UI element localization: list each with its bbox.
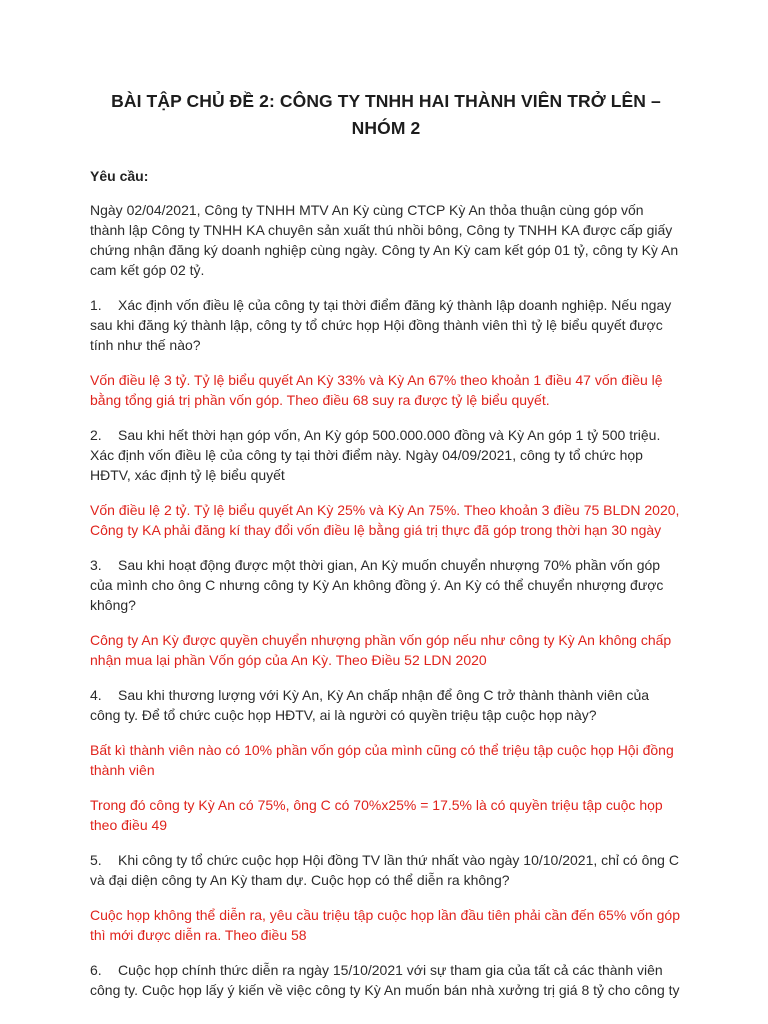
document-title: [90, 88, 682, 142]
answer-2: Vốn điều lệ 2 tỷ. Tỷ lệ biểu quyết An Kỳ 25% và Kỳ An 75%. Theo khoản 3 điều 75 BLDN 2020, Công ty KA phải đăng kí thay đổi vốn điều lệ bằng giá trị thực đã góp trong thời hạn 30 ngày: [90, 502, 680, 538]
question-text: Cuộc họp chính thức diễn ra ngày 15/10/2021 với sự tham gia của tất cả các thành viên công ty. Cuộc họp lấy ý kiến về việc công ty Kỳ An muốn bán nhà xưởng trị giá 8 tỷ cho công ty: [90, 962, 680, 998]
question-text: Sau khi thương lượng với Kỳ An, Kỳ An chấp nhận để ông C trở thành thành viên của công ty. Để tổ chức cuộc họp HĐTV, ai là người có quyền triệu tập cuộc họp này?: [90, 687, 650, 723]
question-number: 1.: [90, 297, 102, 313]
question-4: [90, 685, 682, 725]
question-2: [90, 425, 682, 485]
question-number: 2.: [90, 427, 102, 443]
answer-4b: Trong đó công ty Kỳ An có 75%, ông C có 70%x25% = 17.5% là có quyền triệu tập cuộc họp theo điều 49: [90, 797, 663, 833]
intro-paragraph: Ngày 02/04/2021, Công ty TNHH MTV An Kỳ cùng CTCP Kỳ An thỏa thuận cùng góp vốn thành lập Công ty TNHH KA chuyên sản xuất thú nhồi bông, Công ty TNHH KA được cấp giấy chứng nhận đăng ký doanh nghiệp cùng ngày. Công ty An Kỳ cam kết góp 01 tỷ, công ty Kỳ An cam kết góp 02 tỷ.: [90, 202, 679, 278]
question-number: 3.: [90, 557, 102, 573]
question-number: 6.: [90, 962, 102, 978]
question-5: [90, 850, 682, 890]
question-text: Xác định vốn điều lệ của công ty tại thời điểm đăng ký thành lập doanh nghiệp. Nếu ngay sau khi đăng ký thành lập, công ty tổ chức họp Hội đồng thành viên thì tỷ lệ biểu quyết được tính như thế nào?: [90, 297, 672, 353]
question-text: Khi công ty tổ chức cuộc họp Hội đồng TV lần thứ nhất vào ngày 10/10/2021, chỉ có ông C và đại diện công ty An Kỳ tham dự. Cuộc họp có thể diễn ra không?: [90, 852, 679, 888]
question-number: 4.: [90, 687, 102, 703]
answer-5: Cuộc họp không thể diễn ra, yêu cầu triệu tập cuộc họp lần đầu tiên phải cần đến 65% vốn góp thì mới được diễn ra. Theo điều 58: [90, 907, 680, 943]
question-number: 5.: [90, 852, 102, 868]
answer-1: Vốn điều lệ 3 tỷ. Tỷ lệ biểu quyết An Kỳ 33% và Kỳ An 67% theo khoản 1 điều 47 vốn điều lệ bằng tổng giá trị phần vốn góp. Theo điều 68 suy ra được tỷ lệ biểu quyết.: [90, 372, 663, 408]
title-line-2: NHÓM 2: [351, 118, 421, 138]
question-6: [90, 960, 682, 1000]
question-1: [90, 295, 682, 355]
requirement-label: Yêu cầu:: [90, 168, 149, 184]
answer-3: Công ty An Kỳ được quyền chuyển nhượng phần vốn góp nếu như công ty Kỳ An không chấp nhận mua lại phần Vốn góp của An Kỳ. Theo Điều 52 LDN 2020: [90, 632, 672, 668]
answer-4a: Bất kì thành viên nào có 10% phần vốn góp của mình cũng có thể triệu tập cuộc họp Hội đồng thành viên: [90, 742, 674, 778]
question-text: Sau khi hết thời hạn góp vốn, An Kỳ góp 500.000.000 đồng và Kỳ An góp 1 tỷ 500 triệu. Xác định vốn điều lệ của công ty tại thời điểm này. Ngày 04/09/2021, công ty tổ chức họp HĐTV, xác định tỷ lệ biểu quyết: [90, 427, 661, 483]
question-text: Sau khi hoạt động được một thời gian, An Kỳ muốn chuyển nhượng 70% phần vốn góp của mình cho ông C nhưng công ty Kỳ An không đồng ý. An Kỳ có thể chuyển nhượng được không?: [90, 557, 664, 613]
question-3: [90, 555, 682, 615]
title-line-1: BÀI TẬP CHỦ ĐỀ 2: CÔNG TY TNHH HAI THÀNH VIÊN TRỞ LÊN –: [111, 91, 661, 111]
